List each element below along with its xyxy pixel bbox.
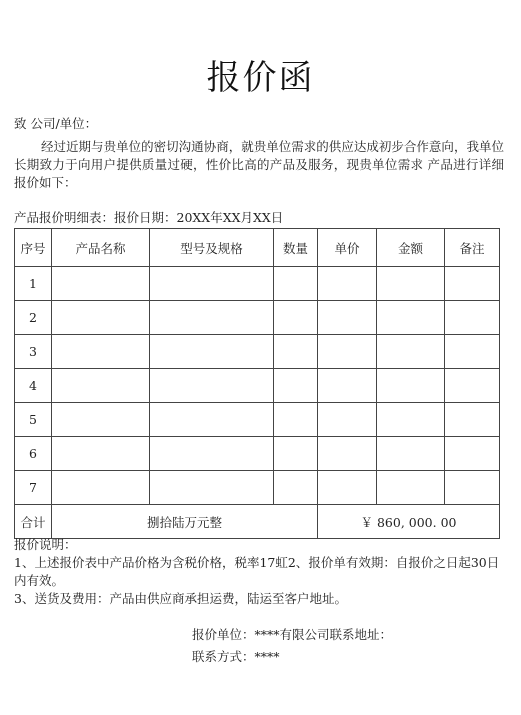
cell [274, 301, 318, 335]
table-row [15, 267, 500, 301]
cell [445, 471, 500, 505]
intro-paragraph: 经过近期与贵单位的密切沟通协商，就贵单位需求的供应达成初步合作意向，我单位长期致力于向用户提供质量过硬，性价比高的产品及服务，现贵单位需求 产品进行详细报价如下： [14, 139, 504, 190]
quotation-table [14, 228, 500, 539]
table-row [15, 437, 500, 471]
addressee-line: 致 公司/单位： [14, 116, 98, 131]
table-header-row [15, 229, 500, 267]
row-index: 3 [15, 335, 52, 369]
signature-company-line: 报价单位：****有限公司联系地址： [192, 627, 393, 642]
header-index: 序号 [15, 229, 52, 267]
cell [150, 369, 274, 403]
total-amount: ￥ 860, 000. 00 [318, 505, 500, 539]
cell [318, 369, 377, 403]
cell [52, 471, 150, 505]
cell [150, 437, 274, 471]
cell [318, 335, 377, 369]
notes-section [14, 536, 504, 608]
cell [52, 403, 150, 437]
page-title: 报价函 [206, 58, 315, 98]
cell [445, 437, 500, 471]
row-index: 7 [15, 471, 52, 505]
row-index: 6 [15, 437, 52, 471]
row-index: 1 [15, 267, 52, 301]
table-row [15, 403, 500, 437]
table-row [15, 335, 500, 369]
cell [318, 437, 377, 471]
signature-block [192, 624, 392, 668]
cell [150, 403, 274, 437]
cell [52, 301, 150, 335]
cell [52, 369, 150, 403]
total-in-words: 捌拾陆万元整 [52, 505, 318, 539]
row-index: 5 [15, 403, 52, 437]
signature-contact-line: 联系方式：**** [192, 649, 280, 664]
header-amount: 金额 [377, 229, 445, 267]
cell [445, 369, 500, 403]
cell [377, 301, 445, 335]
detail-header-line: 产品报价明细表：报价日期：20XX年XX月XX日 [14, 210, 284, 225]
cell [274, 471, 318, 505]
cell [377, 471, 445, 505]
note-item: 1、上述报价表中产品价格为含税价格，税率17虹2、报价单有效期：自报价之日起30日内有效。 [14, 555, 500, 588]
cell [377, 335, 445, 369]
table-row [15, 369, 500, 403]
cell [318, 301, 377, 335]
cell [52, 437, 150, 471]
cell [318, 471, 377, 505]
cell [318, 267, 377, 301]
total-label: 合计 [15, 505, 52, 539]
cell [445, 267, 500, 301]
cell [445, 403, 500, 437]
cell [52, 335, 150, 369]
cell [318, 403, 377, 437]
cell [274, 369, 318, 403]
cell [150, 471, 274, 505]
cell [445, 301, 500, 335]
total-row [15, 505, 500, 539]
table-row [15, 301, 500, 335]
header-quantity: 数量 [274, 229, 318, 267]
notes-heading: 报价说明： [14, 537, 77, 552]
cell [150, 301, 274, 335]
row-index: 2 [15, 301, 52, 335]
header-product-name: 产品名称 [52, 229, 150, 267]
cell [377, 403, 445, 437]
cell [150, 267, 274, 301]
note-item: 3、送货及费用：产品由供应商承担运费，陆运至客户地址。 [14, 591, 347, 606]
cell [377, 437, 445, 471]
cell [274, 437, 318, 471]
cell [377, 369, 445, 403]
cell [445, 335, 500, 369]
cell [274, 403, 318, 437]
header-remark: 备注 [445, 229, 500, 267]
row-index: 4 [15, 369, 52, 403]
header-model-spec: 型号及规格 [150, 229, 274, 267]
cell [150, 335, 274, 369]
table-row [15, 471, 500, 505]
cell [377, 267, 445, 301]
header-unit-price: 单价 [318, 229, 377, 267]
cell [274, 335, 318, 369]
cell [274, 267, 318, 301]
cell [52, 267, 150, 301]
